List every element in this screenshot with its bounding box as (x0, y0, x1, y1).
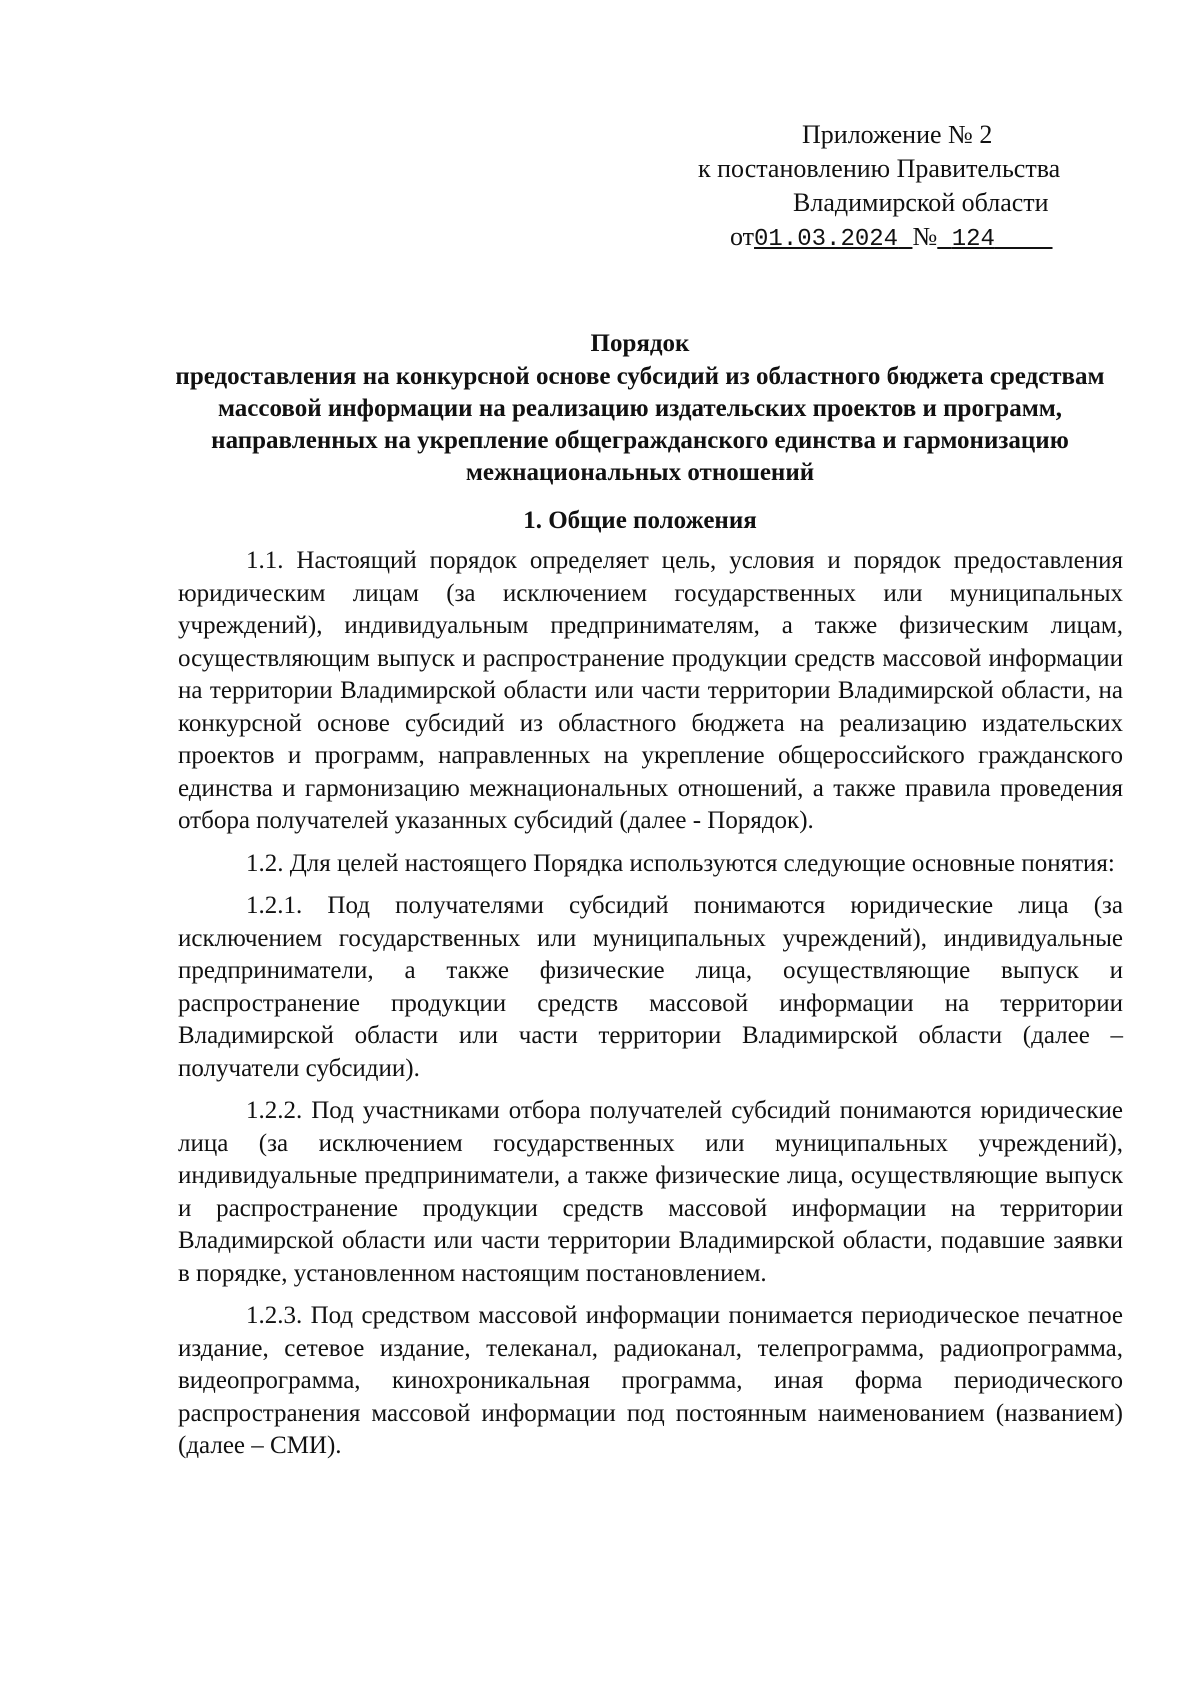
document-body (178, 545, 1123, 1473)
paragraph-1-2: 1.2. Для целей настоящего Порядка используются следующие основные понятия: (246, 849, 1115, 877)
section-title: 1. Общие положения (523, 507, 757, 534)
appendix-number: Приложение № 2 (802, 120, 993, 149)
paragraph-1-2-2: 1.2.2. Под участниками отбора получателей субсидий понимаются юридические лица (за исключением государственных или муниципальных учреждений), индивидуальные предприниматели, а также физические лица, осуществляющие выпуск и распространение продукции средств массовой информации на территории Владимирской области или части территории Владимирской области, подавшие заявки в порядке, установленном настоящим постановлением. (178, 1097, 1123, 1287)
number-prefix: № (912, 222, 938, 251)
appendix-region: Владимирской области (793, 188, 1049, 217)
document-title (160, 328, 1120, 489)
title-heading: Порядок (590, 330, 690, 357)
paragraph-1-2-1: 1.2.1. Под получателями субсидий понимаются юридические лица (за исключением государственных или муниципальных учреждений), индивидуальные предприниматели, а также физические лица, осуществляющие выпуск и распространение продукции средств массовой информации на территории Владимирской области или части территории Владимирской области (далее – получатели субсидии). (178, 892, 1123, 1082)
paragraph-1-2-3: 1.2.3. Под средством массовой информации понимается периодическое печатное издание, сетевое издание, телеканал, радиоканал, телепрограмма, радиопрограмма, видеопрограмма, кинохроникальная программа, иная форма периодического распространения массовой информации под постоянным наименованием (названием) (далее – СМИ). (178, 1302, 1123, 1459)
appendix-header (690, 118, 1090, 257)
appendix-date-line (690, 220, 1090, 257)
document-number: 124 (951, 226, 995, 253)
appendix-reference: к постановлению Правительства (698, 154, 1061, 183)
paragraph-1-1: 1.1. Настоящий порядок определяет цель, условия и порядок предоставления юридическим лицам (за исключением государственных или муниципальных учреждений), индивидуальным предпринимателям, а также физическим лицам, осуществляющим выпуск и распространение продукции средств массовой информации на территории Владимирской области или части территории Владимирской области, на конкурсной основе субсидий из областного бюджета на реализацию издательских проектов и программ, направленных на укрепление общероссийского гражданского единства и гармонизацию межнациональных отношений, а также правила проведения отбора получателей указанных субсидий (далее - Порядок). (178, 547, 1123, 834)
document-date: 01.03.2024 (754, 226, 899, 253)
date-prefix: от (730, 222, 755, 251)
title-subtitle: предоставления на конкурсной основе субсидий из областного бюджета средствам массовой информации на реализацию издательских проектов и программ, направленных на укрепление общегражданского единства и гармонизацию межнациональных отношений (175, 363, 1105, 486)
